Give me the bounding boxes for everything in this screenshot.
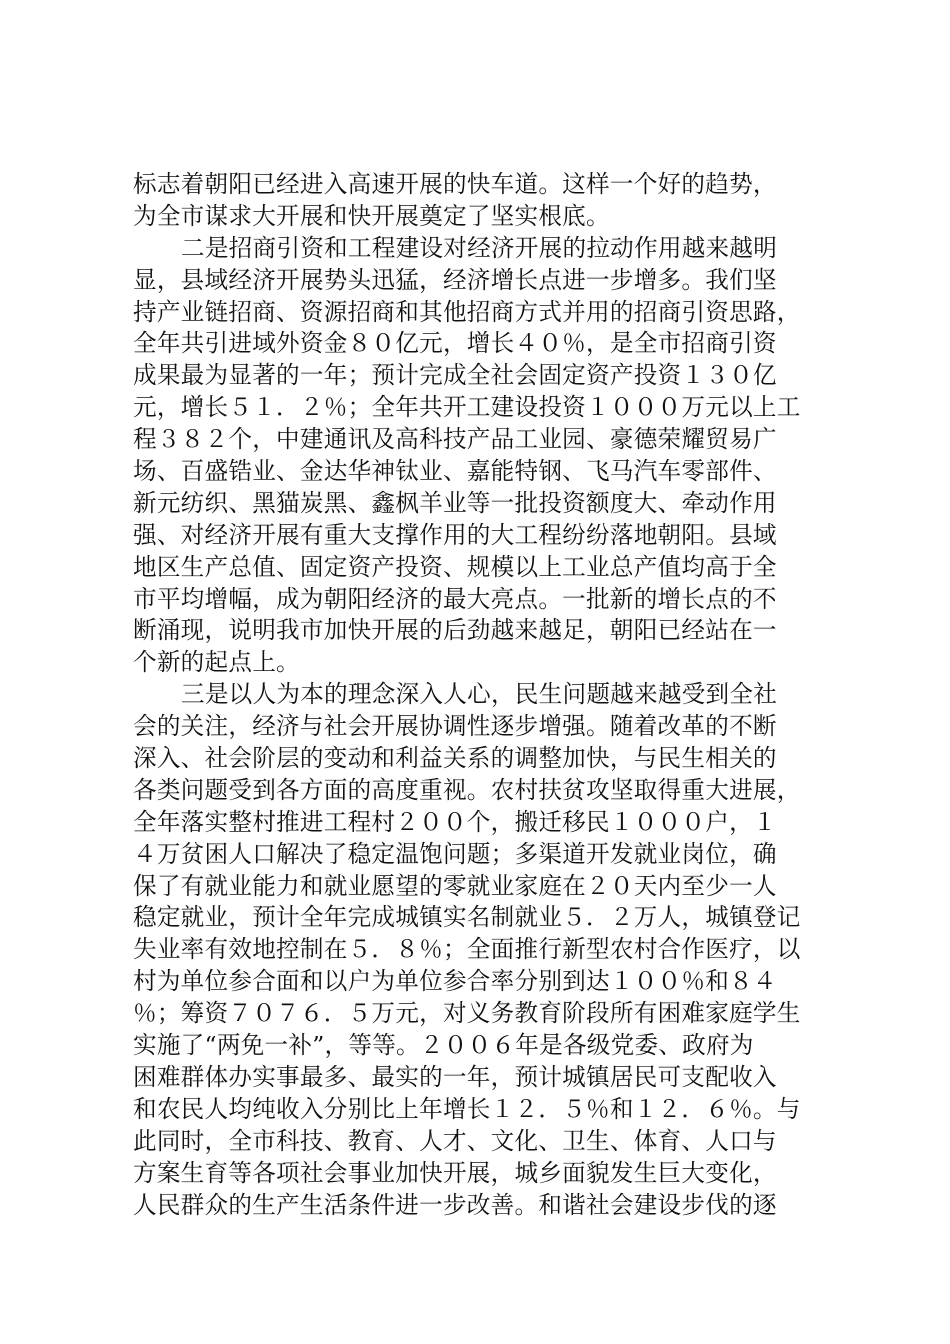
text-line: 失业率有效地控制在５．８％；全面推行新型农村合作医疗，以 — [133, 935, 801, 964]
text-line: 方案生育等各项社会事业加快开展，城乡面貌发生巨大变化， — [133, 1158, 777, 1187]
text-line: 村为单位参合面和以户为单位参合率分别到达１００％和８４ — [133, 967, 777, 996]
text-line: 和农民人均纯收入分别比上年增长１２．５％和１２．６％。与 — [133, 1094, 801, 1123]
paragraph-start-line: 三是以人为本的理念深入人心，民生问题越来越受到全社 — [181, 680, 778, 709]
text-line: 成果最为显著的一年；预计完成全社会固定资产投资１３０亿 — [133, 361, 777, 390]
paragraph-start-line: 二是招商引资和工程建设对经济开展的拉动作用越来越明 — [181, 233, 778, 262]
text-line: 全年共引进域外资金８０亿元，增长４０％，是全市招商引资 — [133, 329, 777, 358]
text-line: 实施了“两免一补”，等等。２００６年是各级党委、政府为 — [133, 1031, 754, 1060]
text-line: 持产业链招商、资源招商和其他招商方式并用的招商引资思路， — [133, 297, 801, 326]
text-line: 此同时，全市科技、教育、人才、文化、卫生、体育、人口与 — [133, 1126, 777, 1155]
text-line: 稳定就业，预计全年完成城镇实名制就业５．２万人，城镇登记 — [133, 903, 801, 932]
text-line: 人民群众的生产生活条件进一步改善。和谐社会建设步伐的逐 — [133, 1190, 777, 1219]
text-line: 断涌现，说明我市加快开展的后劲越来越足，朝阳已经站在一 — [133, 616, 777, 645]
text-line: 市平均增幅，成为朝阳经济的最大亮点。一批新的增长点的不 — [133, 584, 777, 613]
text-line: 保了有就业能力和就业愿望的零就业家庭在２０天内至少一人 — [133, 871, 777, 900]
text-line: 场、百盛锆业、金达华神钛业、嘉能特钢、飞马汽车零部件、 — [133, 457, 777, 486]
text-line: 困难群体办实事最多、最实的一年，预计城镇居民可支配收入 — [133, 1062, 777, 1091]
text-line: 深入、社会阶层的变动和利益关系的调整加快，与民生相关的 — [133, 744, 777, 773]
text-line: ４万贫困人口解决了稳定温饱问题；多渠道开发就业岗位，确 — [133, 839, 777, 868]
text-line: 显，县域经济开展势头迅猛，经济增长点进一步增多。我们坚 — [133, 265, 777, 294]
text-line: 地区生产总值、固定资产投资、规模以上工业总产值均高于全 — [133, 552, 777, 581]
text-line: ％；筹资７０７６．５万元，对义务教育阶段所有困难家庭学生 — [133, 999, 801, 1028]
text-line: 强、对经济开展有重大支撑作用的大工程纷纷落地朝阳。县域 — [133, 520, 777, 549]
text-line: 新元纺织、黑猫炭黑、鑫枫羊业等一批投资额度大、牵动作用 — [133, 488, 777, 517]
text-line: 程３８２个，中建通讯及高科技产品工业园、豪德荣耀贸易广 — [133, 425, 777, 454]
text-line: 各类问题受到各方面的高度重视。农村扶贫攻坚取得重大进展， — [133, 775, 801, 804]
text-line: 标志着朝阳已经进入高速开展的快车道。这样一个好的趋势， — [133, 170, 777, 198]
text-line: 会的关注，经济与社会开展协调性逐步增强。随着改革的不断 — [133, 712, 777, 741]
text-line: 全年落实整村推进工程村２００个，搬迁移民１０００户，１ — [133, 807, 777, 836]
text-line: 为全市谋求大开展和快开展奠定了坚实根底。 — [133, 201, 610, 230]
text-line: 个新的起点上。 — [133, 648, 300, 677]
document-body — [133, 169, 823, 1221]
text-line: 元，增长５１．２％；全年共开工建设投资１０００万元以上工 — [133, 393, 801, 422]
